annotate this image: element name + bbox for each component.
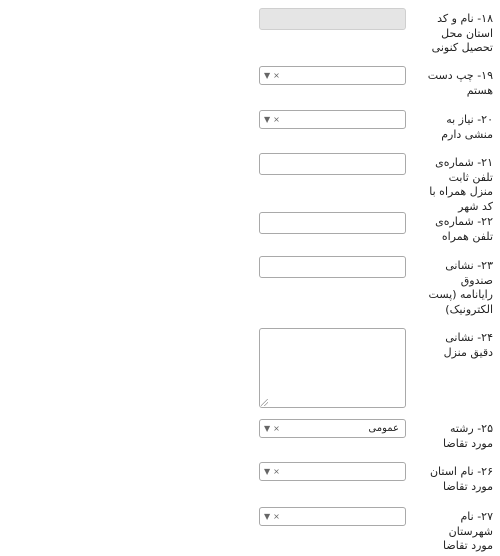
mobile-phone-input[interactable] — [259, 212, 406, 234]
need-scribe-select[interactable] — [259, 110, 406, 129]
clear-icon[interactable]: × — [273, 115, 280, 124]
field-label-25: ۲۵- رشته مورد تقاضا — [443, 422, 493, 450]
requested-county-select[interactable] — [259, 507, 406, 526]
select-controls — [264, 422, 283, 435]
field-label-24: ۲۴- نشانی دقیق منزل — [443, 331, 493, 359]
clear-icon[interactable]: × — [273, 71, 280, 80]
requested-field-select[interactable] — [259, 419, 406, 438]
select-controls — [264, 510, 283, 523]
chevron-down-icon[interactable]: ▼ — [264, 71, 271, 80]
field-label-27: ۲۷- نام شهرستان مورد تقاضا — [443, 510, 493, 553]
left-handed-select[interactable] — [259, 66, 406, 85]
chevron-down-icon[interactable]: ▼ — [264, 512, 271, 521]
chevron-down-icon[interactable]: ▼ — [264, 424, 271, 433]
resize-grip-icon[interactable] — [261, 399, 268, 406]
select-controls — [264, 113, 283, 126]
clear-icon[interactable]: × — [273, 512, 280, 521]
home-address-textarea[interactable] — [259, 328, 406, 408]
field-label-22: ۲۲- شماره‌ی تلفن همراه — [435, 215, 493, 243]
field-label-26: ۲۶- نام استان مورد تقاضا — [429, 465, 493, 493]
chevron-down-icon[interactable]: ▼ — [264, 467, 271, 476]
field-label-23: ۲۳- نشانی صندوق رایانامه (پست الکترونیک) — [428, 259, 493, 316]
select-value: عمومی — [368, 423, 399, 434]
chevron-down-icon[interactable]: ▼ — [264, 115, 271, 124]
field-label-19: ۱۹- چپ دست هستم — [427, 69, 493, 97]
clear-icon[interactable]: × — [273, 467, 280, 476]
clear-icon[interactable]: × — [273, 424, 280, 433]
requested-province-select[interactable] — [259, 462, 406, 481]
select-controls — [264, 465, 283, 478]
home-phone-input[interactable] — [259, 153, 406, 175]
select-controls — [264, 69, 283, 82]
province-current-study-input — [259, 8, 406, 30]
field-label-20: ۲۰- نیاز به منشی دارم — [441, 113, 493, 141]
email-input[interactable] — [259, 256, 406, 278]
field-label-21: ۲۱- شماره‌ی تلفن ثابت منزل همراه با کد شهر — [429, 156, 493, 213]
field-label-18: ۱۸- نام و کد استان محل تحصیل کنونی — [431, 12, 493, 55]
